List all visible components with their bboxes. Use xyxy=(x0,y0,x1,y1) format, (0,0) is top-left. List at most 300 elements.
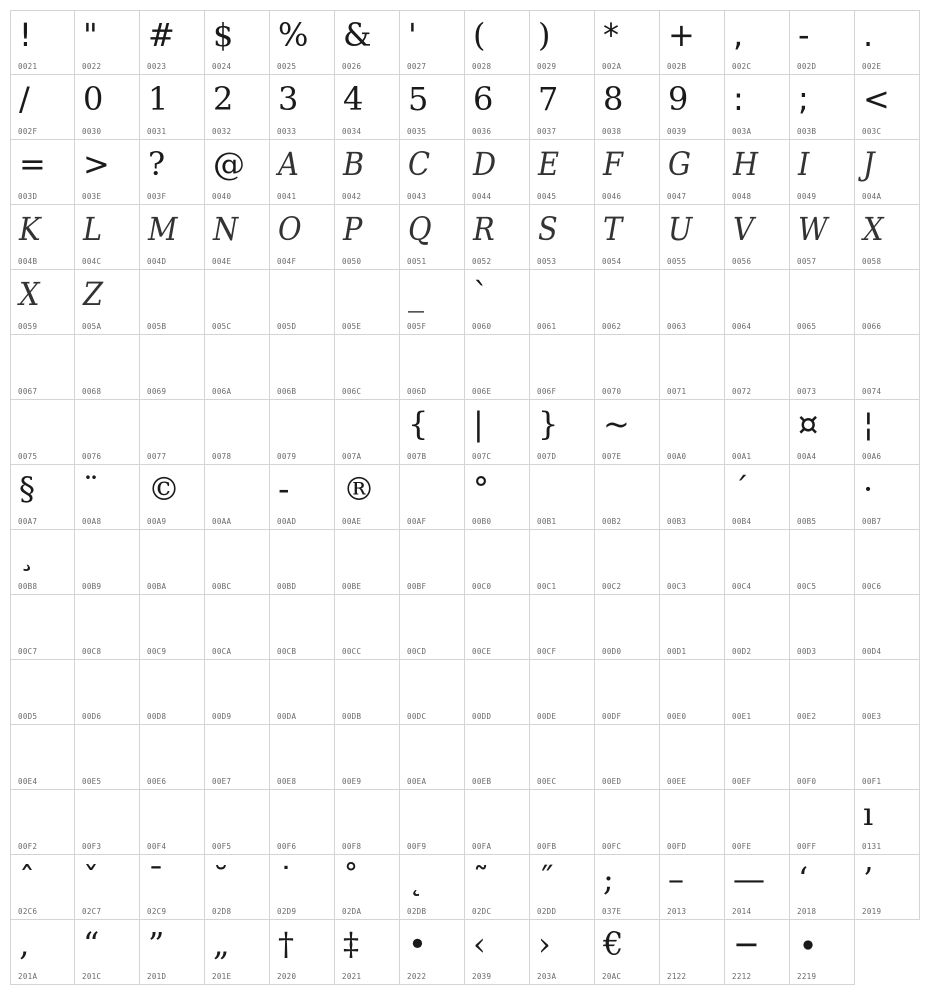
glyph-char: A xyxy=(278,145,299,183)
glyph-code: 00D9 xyxy=(212,712,232,721)
glyph-cell xyxy=(790,530,855,595)
glyph-char: “ xyxy=(83,925,100,963)
glyph-code: 00B1 xyxy=(537,517,557,526)
glyph-cell xyxy=(530,270,595,335)
glyph-char: E xyxy=(538,145,560,183)
glyph-code: 005E xyxy=(342,322,362,331)
glyph-code: 0039 xyxy=(667,127,687,136)
glyph-cell xyxy=(595,855,660,920)
glyph-cell xyxy=(140,75,205,140)
glyph-char: ~ xyxy=(603,405,630,443)
glyph-char: · xyxy=(863,470,874,508)
glyph-cell xyxy=(335,920,400,985)
glyph-char: — xyxy=(733,860,765,898)
glyph-cell xyxy=(595,465,660,530)
glyph-code: 2020 xyxy=(277,972,297,981)
glyph-code: 0049 xyxy=(797,192,817,201)
glyph-char: ‚ xyxy=(19,925,30,963)
glyph-cell xyxy=(140,920,205,985)
glyph-code: 00CF xyxy=(537,647,557,656)
glyph-code: 00A7 xyxy=(18,517,38,526)
glyph-code: 0064 xyxy=(732,322,752,331)
glyph-cell xyxy=(855,10,920,75)
glyph-cell xyxy=(10,855,75,920)
glyph-code: 00CB xyxy=(277,647,297,656)
glyph-cell xyxy=(725,530,790,595)
glyph-code: 0036 xyxy=(472,127,492,136)
glyph-cell xyxy=(660,205,725,270)
glyph-cell xyxy=(465,10,530,75)
glyph-code: 002B xyxy=(667,62,687,71)
glyph-cell xyxy=(660,725,725,790)
glyph-code: 0037 xyxy=(537,127,557,136)
glyph-cell xyxy=(400,595,465,660)
glyph-code: 0075 xyxy=(18,452,38,461)
glyph-cell xyxy=(595,75,660,140)
glyph-cell xyxy=(335,530,400,595)
glyph-code: 00A6 xyxy=(862,452,882,461)
glyph-cell xyxy=(660,660,725,725)
glyph-cell xyxy=(75,140,140,205)
glyph-char: # xyxy=(148,16,175,54)
glyph-char: ¨ xyxy=(83,470,99,508)
glyph-cell xyxy=(75,465,140,530)
glyph-char: † xyxy=(278,925,294,963)
glyph-code: 00AD xyxy=(277,517,297,526)
glyph-char: „ xyxy=(213,925,230,963)
glyph-cell xyxy=(400,335,465,400)
glyph-cell xyxy=(595,10,660,75)
glyph-code: 0063 xyxy=(667,322,687,331)
glyph-cell xyxy=(725,920,790,985)
glyph-code: 0070 xyxy=(602,387,622,396)
glyph-code: 00E8 xyxy=(277,777,297,786)
glyph-code: 0026 xyxy=(342,62,362,71)
glyph-code: 00A0 xyxy=(667,452,687,461)
glyph-char: ˙ xyxy=(278,860,294,898)
glyph-char: ` xyxy=(473,275,489,313)
glyph-cell xyxy=(855,75,920,140)
glyph-cell xyxy=(10,790,75,855)
glyph-code: 2019 xyxy=(862,907,882,916)
glyph-cell xyxy=(595,400,660,465)
glyph-cell xyxy=(270,660,335,725)
glyph-cell xyxy=(725,855,790,920)
glyph-cell xyxy=(140,595,205,660)
glyph-char: © xyxy=(148,470,180,508)
glyph-char: , xyxy=(733,16,744,54)
glyph-code: 0038 xyxy=(602,127,622,136)
glyph-code: 00FA xyxy=(472,842,492,851)
glyph-code: 00F0 xyxy=(797,777,817,786)
glyph-code: 007A xyxy=(342,452,362,461)
glyph-char: ( xyxy=(473,16,486,54)
glyph-char: ‘ xyxy=(798,860,809,898)
glyph-char: V xyxy=(733,210,754,248)
glyph-cell xyxy=(270,855,335,920)
glyph-cell xyxy=(270,920,335,985)
glyph-cell xyxy=(465,75,530,140)
glyph-cell xyxy=(465,205,530,270)
glyph-cell xyxy=(140,660,205,725)
glyph-cell xyxy=(855,205,920,270)
glyph-code: 0032 xyxy=(212,127,232,136)
glyph-cell xyxy=(75,75,140,140)
glyph-cell xyxy=(595,920,660,985)
glyph-code: 006E xyxy=(472,387,492,396)
glyph-cell xyxy=(10,595,75,660)
glyph-cell xyxy=(205,465,270,530)
glyph-code: 00FC xyxy=(602,842,622,851)
glyph-code: 00F5 xyxy=(212,842,232,851)
glyph-code: 0062 xyxy=(602,322,622,331)
glyph-code: 2212 xyxy=(732,972,752,981)
glyph-cell xyxy=(530,855,595,920)
glyph-code: 2021 xyxy=(342,972,362,981)
glyph-code: 00D1 xyxy=(667,647,687,656)
glyph-cell xyxy=(400,790,465,855)
glyph-code: 002C xyxy=(732,62,752,71)
glyph-char: 4 xyxy=(343,80,364,118)
glyph-code: 0060 xyxy=(472,322,492,331)
glyph-code: 00FB xyxy=(537,842,557,851)
glyph-cell xyxy=(270,140,335,205)
glyph-cell xyxy=(270,725,335,790)
glyph-cell xyxy=(75,920,140,985)
glyph-code: 00BD xyxy=(277,582,297,591)
glyph-cell xyxy=(140,205,205,270)
glyph-cell xyxy=(400,140,465,205)
glyph-cell xyxy=(75,10,140,75)
glyph-code: 00C1 xyxy=(537,582,557,591)
glyph-char: ˆ xyxy=(19,860,35,898)
glyph-cell xyxy=(335,790,400,855)
glyph-cell xyxy=(530,660,595,725)
glyph-cell xyxy=(335,335,400,400)
glyph-code: 02C6 xyxy=(18,907,38,916)
glyph-char: X xyxy=(19,275,40,313)
glyph-code: 0057 xyxy=(797,257,817,266)
glyph-cell xyxy=(270,400,335,465)
glyph-cell xyxy=(855,465,920,530)
glyph-char: › xyxy=(538,925,551,963)
glyph-cell xyxy=(725,270,790,335)
glyph-cell xyxy=(465,595,530,660)
glyph-cell xyxy=(660,530,725,595)
glyph-cell xyxy=(140,335,205,400)
glyph-code: 00DE xyxy=(537,712,557,721)
glyph-cell xyxy=(465,920,530,985)
glyph-cell xyxy=(205,75,270,140)
glyph-code: 003F xyxy=(147,192,167,201)
glyph-cell xyxy=(530,465,595,530)
glyph-code: 006B xyxy=(277,387,297,396)
glyph-code: 0071 xyxy=(667,387,687,396)
glyph-cell xyxy=(725,205,790,270)
glyph-code: 00B8 xyxy=(18,582,38,591)
glyph-cell xyxy=(790,855,855,920)
glyph-code: 02DC xyxy=(472,907,492,916)
glyph-code: 006A xyxy=(212,387,232,396)
glyph-code: 005A xyxy=(82,322,102,331)
glyph-code: 2219 xyxy=(797,972,817,981)
glyph-code: 004D xyxy=(147,257,167,266)
glyph-cell xyxy=(270,530,335,595)
glyph-char: + xyxy=(668,16,695,54)
glyph-char: < xyxy=(863,80,890,118)
glyph-code: 00F9 xyxy=(407,842,427,851)
glyph-cell xyxy=(140,725,205,790)
glyph-code: 00A4 xyxy=(797,452,817,461)
glyph-cell xyxy=(725,790,790,855)
glyph-char: - xyxy=(798,16,810,54)
glyph-code: 00F1 xyxy=(862,777,882,786)
glyph-char: ı xyxy=(863,795,874,833)
glyph-char: G xyxy=(668,145,692,183)
glyph-cell xyxy=(10,530,75,595)
glyph-cell xyxy=(10,465,75,530)
glyph-cell xyxy=(270,595,335,660)
glyph-char: ¸ xyxy=(19,535,35,573)
glyph-code: 0031 xyxy=(147,127,167,136)
glyph-char: – xyxy=(668,860,684,898)
glyph-cell xyxy=(855,270,920,335)
glyph-code: 00A8 xyxy=(82,517,102,526)
glyph-char: 2 xyxy=(213,80,234,118)
glyph-code: 00D4 xyxy=(862,647,882,656)
glyph-cell xyxy=(140,530,205,595)
glyph-char: ˝ xyxy=(538,860,554,898)
glyph-char: ” xyxy=(148,925,165,963)
glyph-cell xyxy=(725,465,790,530)
glyph-code: 00F4 xyxy=(147,842,167,851)
glyph-code: 00C0 xyxy=(472,582,492,591)
glyph-char: L xyxy=(83,210,103,248)
glyph-char: X xyxy=(863,210,884,248)
glyph-cell xyxy=(75,660,140,725)
glyph-cell xyxy=(790,465,855,530)
glyph-char: " xyxy=(83,16,98,54)
glyph-char: € xyxy=(603,925,624,963)
glyph-code: 2013 xyxy=(667,907,687,916)
glyph-cell xyxy=(140,855,205,920)
glyph-code: 2018 xyxy=(797,907,817,916)
glyph-code: 00A9 xyxy=(147,517,167,526)
glyph-code: 00FF xyxy=(797,842,817,851)
glyph-cell xyxy=(400,75,465,140)
glyph-cell xyxy=(75,205,140,270)
glyph-cell xyxy=(75,335,140,400)
glyph-code: 0022 xyxy=(82,62,102,71)
glyph-cell xyxy=(10,10,75,75)
glyph-cell xyxy=(530,595,595,660)
glyph-code: 201C xyxy=(82,972,102,981)
glyph-code: 00B7 xyxy=(862,517,882,526)
glyph-code: 0028 xyxy=(472,62,492,71)
glyph-code: 2014 xyxy=(732,907,752,916)
glyph-char: B xyxy=(343,145,365,183)
glyph-code: 007C xyxy=(472,452,492,461)
glyph-cell xyxy=(10,270,75,335)
glyph-code: 00DA xyxy=(277,712,297,721)
glyph-char: ˘ xyxy=(213,860,229,898)
glyph-char: 9 xyxy=(668,80,689,118)
glyph-code: 0059 xyxy=(18,322,38,331)
glyph-cell xyxy=(660,400,725,465)
glyph-code: 00B3 xyxy=(667,517,687,526)
glyph-code: 00ED xyxy=(602,777,622,786)
glyph-cell xyxy=(595,270,660,335)
glyph-code: 0054 xyxy=(602,257,622,266)
glyph-char: ’ xyxy=(863,860,874,898)
glyph-char: ¦ xyxy=(863,405,874,443)
glyph-code: 006D xyxy=(407,387,427,396)
glyph-char: . xyxy=(863,16,874,54)
glyph-char: % xyxy=(278,16,309,54)
glyph-char: M xyxy=(148,210,178,248)
glyph-code: 00F6 xyxy=(277,842,297,851)
glyph-cell xyxy=(790,400,855,465)
glyph-cell xyxy=(335,465,400,530)
glyph-cell xyxy=(465,855,530,920)
glyph-char: > xyxy=(83,145,110,183)
glyph-code: 007D xyxy=(537,452,557,461)
glyph-code: 005D xyxy=(277,322,297,331)
glyph-char: ; xyxy=(798,80,809,118)
glyph-cell xyxy=(595,595,660,660)
glyph-code: 004C xyxy=(82,257,102,266)
glyph-char: } xyxy=(538,405,559,443)
glyph-code: 02C9 xyxy=(147,907,167,916)
glyph-cell xyxy=(855,660,920,725)
glyph-code: 006F xyxy=(537,387,557,396)
glyph-char: 1 xyxy=(148,80,169,118)
glyph-char: T xyxy=(603,210,623,248)
glyph-char: − xyxy=(733,925,760,963)
glyph-code: 004A xyxy=(862,192,882,201)
glyph-char: W xyxy=(798,210,828,248)
glyph-cell xyxy=(75,855,140,920)
glyph-code: 00BA xyxy=(147,582,167,591)
glyph-cell xyxy=(10,660,75,725)
glyph-cell xyxy=(790,335,855,400)
glyph-code: 02DA xyxy=(342,907,362,916)
glyph-cell xyxy=(660,920,725,985)
glyph-code: 02C7 xyxy=(82,907,102,916)
glyph-code: 201A xyxy=(18,972,38,981)
glyph-code: 00D2 xyxy=(732,647,752,656)
glyph-code: 00C9 xyxy=(147,647,167,656)
glyph-code: 00B4 xyxy=(732,517,752,526)
glyph-cell xyxy=(75,725,140,790)
glyph-code: 0048 xyxy=(732,192,752,201)
glyph-cell xyxy=(205,400,270,465)
glyph-code: 0061 xyxy=(537,322,557,331)
glyph-cell xyxy=(595,790,660,855)
glyph-char: ; xyxy=(603,860,614,898)
glyph-char: R xyxy=(473,210,495,248)
glyph-cell xyxy=(530,530,595,595)
glyph-code: 0051 xyxy=(407,257,427,266)
glyph-cell xyxy=(465,725,530,790)
glyph-code: 00FD xyxy=(667,842,687,851)
glyph-cell xyxy=(725,725,790,790)
glyph-cell xyxy=(10,205,75,270)
glyph-code: 0074 xyxy=(862,387,882,396)
glyph-cell xyxy=(660,595,725,660)
glyph-cell xyxy=(595,335,660,400)
glyph-code: 02DB xyxy=(407,907,427,916)
glyph-code: 0078 xyxy=(212,452,232,461)
glyph-cell xyxy=(595,725,660,790)
glyph-code: 0042 xyxy=(342,192,362,201)
glyph-char: 3 xyxy=(278,80,299,118)
glyph-code: 002F xyxy=(18,127,38,136)
glyph-cell xyxy=(465,335,530,400)
glyph-cell xyxy=(10,140,75,205)
glyph-cell xyxy=(75,270,140,335)
glyph-cell xyxy=(530,920,595,985)
glyph-cell xyxy=(400,465,465,530)
glyph-cell xyxy=(465,530,530,595)
glyph-code: 006C xyxy=(342,387,362,396)
glyph-cell xyxy=(725,400,790,465)
glyph-char: & xyxy=(343,16,372,54)
glyph-cell xyxy=(660,75,725,140)
glyph-code: 00C6 xyxy=(862,582,882,591)
glyph-code: 0043 xyxy=(407,192,427,201)
glyph-cell xyxy=(855,530,920,595)
glyph-code: 00D6 xyxy=(82,712,102,721)
glyph-cell xyxy=(530,725,595,790)
glyph-char: K xyxy=(19,210,41,248)
glyph-code: 007E xyxy=(602,452,622,461)
glyph-char: ˜ xyxy=(473,860,489,898)
glyph-code: 0068 xyxy=(82,387,102,396)
glyph-char: H xyxy=(733,145,759,183)
glyph-code: 037E xyxy=(602,907,622,916)
glyph-char: Z xyxy=(83,275,104,313)
glyph-char: S xyxy=(538,210,558,248)
glyph-char: ∙ xyxy=(798,925,819,963)
glyph-code: 005C xyxy=(212,322,232,331)
glyph-code: 2039 xyxy=(472,972,492,981)
glyph-char: 8 xyxy=(603,80,624,118)
glyph-cell xyxy=(400,270,465,335)
glyph-code: 003A xyxy=(732,127,752,136)
glyph-code: 0045 xyxy=(537,192,557,201)
glyph-code: 201E xyxy=(212,972,232,981)
glyph-char: U xyxy=(668,210,693,248)
glyph-cell xyxy=(790,920,855,985)
glyph-code: 00E4 xyxy=(18,777,38,786)
glyph-cell xyxy=(660,465,725,530)
glyph-cell xyxy=(205,790,270,855)
glyph-code: 002A xyxy=(602,62,622,71)
glyph-cell xyxy=(855,140,920,205)
glyph-char: D xyxy=(473,145,497,183)
glyph-cell xyxy=(270,335,335,400)
glyph-cell xyxy=(400,725,465,790)
glyph-cell xyxy=(725,595,790,660)
glyph-char: O xyxy=(278,210,302,248)
glyph-char: $ xyxy=(213,16,234,54)
glyph-cell xyxy=(660,10,725,75)
glyph-cell xyxy=(400,530,465,595)
glyph-cell xyxy=(140,10,205,75)
glyph-code: 0077 xyxy=(147,452,167,461)
glyph-cell xyxy=(400,920,465,985)
